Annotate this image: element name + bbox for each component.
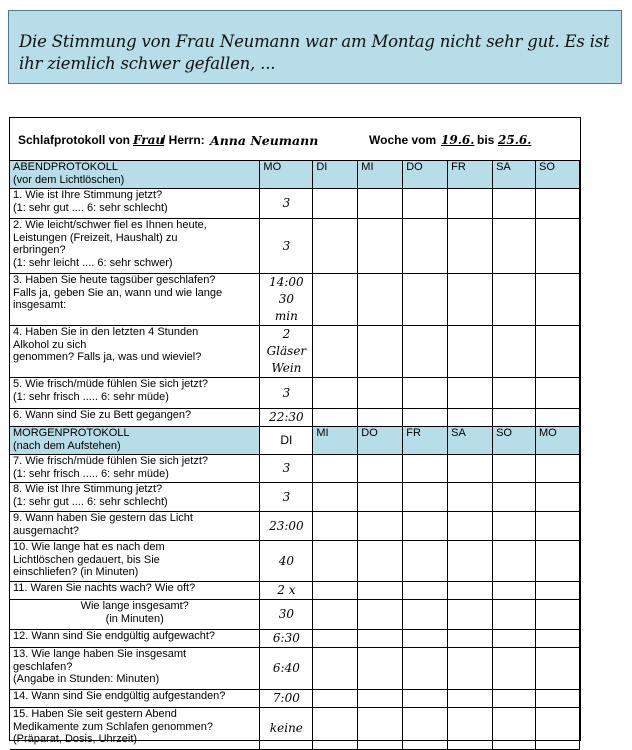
morning-question-row bbox=[10, 582, 580, 600]
question-line: Falls ja, geben Sie an, wann und wie lange bbox=[13, 286, 223, 299]
morning-empty-cell[interactable] bbox=[448, 690, 493, 708]
question-line: 10. Wie lange hat es nach dem bbox=[13, 541, 165, 553]
morning-day-do: DO bbox=[358, 427, 403, 455]
question-line: Lichtlöschen gedauert, bis Sie bbox=[13, 553, 160, 566]
morning-empty-cell[interactable] bbox=[493, 483, 536, 512]
evening-answer-cell[interactable] bbox=[260, 219, 313, 274]
answer-value: 3 bbox=[282, 196, 291, 210]
question-line: einschliefen? (in Minuten) bbox=[13, 566, 139, 578]
morning-empty-cell[interactable] bbox=[358, 582, 403, 600]
answer-value: 22:30 bbox=[269, 410, 304, 424]
morning-empty-cell[interactable] bbox=[536, 708, 580, 750]
morning-question bbox=[10, 690, 260, 708]
answer-value: 3 bbox=[282, 238, 291, 253]
morning-empty-cell[interactable] bbox=[313, 582, 358, 600]
evening-empty-cell[interactable] bbox=[448, 274, 493, 326]
header-frau: Frau bbox=[133, 133, 165, 147]
protocol-header bbox=[10, 118, 580, 161]
comment-line-2: ihr ziemlich schwer gefallen, ... bbox=[19, 54, 276, 73]
evening-question-row bbox=[10, 219, 580, 274]
week-label: Woche vom bbox=[369, 133, 437, 147]
patient-name: Anna Neumann bbox=[210, 133, 319, 148]
morning-question-row bbox=[10, 512, 580, 541]
evening-question-row bbox=[10, 326, 580, 378]
question-line: 4. Haben Sie in den letzten 4 Stunden bbox=[13, 326, 199, 338]
morning-empty-cell[interactable] bbox=[493, 648, 536, 690]
morning-day-sa: SA bbox=[448, 427, 493, 455]
question-line: 13. Wie lange haben Sie insgesamt bbox=[13, 648, 187, 660]
morning-empty-cell[interactable] bbox=[403, 708, 448, 750]
evening-empty-cell[interactable] bbox=[536, 326, 580, 378]
evening-answer-cell[interactable] bbox=[260, 274, 313, 326]
morning-question-row bbox=[10, 455, 580, 483]
morning-empty-cell[interactable] bbox=[536, 582, 580, 600]
morning-answer-cell[interactable] bbox=[260, 648, 313, 690]
evening-day-di: DI bbox=[313, 161, 358, 189]
evening-empty-cell[interactable] bbox=[493, 326, 536, 378]
morning-question bbox=[10, 708, 260, 750]
morning-question bbox=[10, 582, 260, 600]
question-line: genommen? Falls ja, was und wieviel? bbox=[13, 351, 202, 363]
morning-empty-cell[interactable] bbox=[536, 648, 580, 690]
evening-empty-cell[interactable] bbox=[536, 378, 580, 409]
evening-empty-cell[interactable] bbox=[403, 219, 448, 274]
question-line: Wie lange insgesamt? bbox=[80, 600, 189, 612]
morning-answer-cell[interactable] bbox=[260, 690, 313, 708]
question-line: (in Minuten) bbox=[105, 612, 164, 625]
evening-title-line: ABENDPROTOKOLL bbox=[13, 161, 118, 173]
morning-empty-cell[interactable] bbox=[448, 648, 493, 690]
week-to: 25.6. bbox=[498, 133, 532, 147]
evening-question-row bbox=[10, 189, 580, 219]
answer-value: 6:30 bbox=[272, 631, 300, 645]
evening-empty-cell[interactable] bbox=[448, 189, 493, 219]
comment-box bbox=[8, 10, 622, 84]
answer-value: 2 x bbox=[277, 583, 296, 597]
question-line: (Präparat, Dosis, Uhrzeit) bbox=[13, 733, 138, 745]
evening-question-row bbox=[10, 378, 580, 409]
question-line: 3. Haben Sie heute tagsüber geschlafen? bbox=[13, 274, 216, 286]
morning-empty-cell[interactable] bbox=[448, 455, 493, 483]
evening-question bbox=[10, 326, 260, 378]
morning-empty-cell[interactable] bbox=[313, 690, 358, 708]
morning-question bbox=[10, 512, 260, 541]
morning-empty-cell[interactable] bbox=[536, 512, 580, 541]
morning-empty-cell[interactable] bbox=[448, 541, 493, 582]
morning-day-so: SO bbox=[493, 427, 536, 455]
evening-empty-cell[interactable] bbox=[493, 219, 536, 274]
answer-value: Gläser bbox=[266, 344, 307, 358]
morning-empty-cell[interactable] bbox=[536, 690, 580, 708]
evening-day-so: SO bbox=[536, 161, 580, 189]
morning-empty-cell[interactable] bbox=[493, 512, 536, 541]
evening-subtitle-line: (vor dem Lichtlöschen) bbox=[13, 173, 125, 186]
morning-empty-cell[interactable] bbox=[493, 630, 536, 648]
question-line: 9. Wann haben Sie gestern das Licht bbox=[13, 512, 193, 524]
week-bis: bis bbox=[477, 133, 495, 147]
evening-title bbox=[10, 161, 260, 189]
answer-value: keine bbox=[269, 721, 303, 735]
morning-empty-cell[interactable] bbox=[536, 455, 580, 483]
question-line: 1. Wie ist Ihre Stimmung jetzt? bbox=[13, 189, 163, 201]
morning-empty-cell[interactable] bbox=[448, 582, 493, 600]
evening-empty-cell[interactable] bbox=[493, 409, 536, 427]
evening-empty-cell[interactable] bbox=[358, 274, 403, 326]
morning-question bbox=[10, 630, 260, 648]
evening-empty-cell[interactable] bbox=[536, 274, 580, 326]
morning-header-row bbox=[10, 427, 580, 455]
morning-subtitle-line: (nach dem Aufstehen) bbox=[13, 439, 121, 452]
evening-empty-cell[interactable] bbox=[493, 274, 536, 326]
evening-empty-cell[interactable] bbox=[313, 326, 358, 378]
morning-question-row bbox=[10, 648, 580, 690]
answer-value: 2 bbox=[282, 327, 291, 341]
morning-answer-cell[interactable] bbox=[260, 630, 313, 648]
morning-empty-cell[interactable] bbox=[403, 483, 448, 512]
evening-empty-cell[interactable] bbox=[313, 219, 358, 274]
morning-empty-cell[interactable] bbox=[448, 483, 493, 512]
morning-question bbox=[10, 648, 260, 690]
answer-value: 3 bbox=[282, 461, 291, 475]
morning-empty-cell[interactable] bbox=[493, 600, 536, 630]
morning-empty-cell[interactable] bbox=[358, 648, 403, 690]
question-line: (1: sehr frisch ..... 6: sehr müde) bbox=[13, 467, 169, 480]
answer-value: 14:00 bbox=[269, 275, 304, 289]
sleep-protocol-sheet bbox=[9, 117, 581, 745]
evening-empty-cell[interactable] bbox=[403, 274, 448, 326]
morning-empty-cell[interactable] bbox=[358, 541, 403, 582]
question-line: 5. Wie frisch/müde fühlen Sie sich jetzt? bbox=[13, 378, 209, 390]
morning-empty-cell[interactable] bbox=[536, 541, 580, 582]
morning-empty-cell[interactable] bbox=[358, 483, 403, 512]
evening-empty-cell[interactable] bbox=[493, 378, 536, 409]
answer-value: Wein bbox=[271, 361, 302, 375]
answer-value: 7:00 bbox=[272, 691, 300, 705]
evening-empty-cell[interactable] bbox=[358, 219, 403, 274]
morning-empty-cell[interactable] bbox=[493, 455, 536, 483]
evening-question bbox=[10, 219, 260, 274]
morning-answer-cell[interactable] bbox=[260, 455, 313, 483]
evening-empty-cell[interactable] bbox=[448, 326, 493, 378]
evening-empty-cell[interactable] bbox=[358, 378, 403, 409]
morning-title bbox=[10, 427, 260, 455]
morning-empty-cell[interactable] bbox=[536, 630, 580, 648]
morning-empty-cell[interactable] bbox=[448, 600, 493, 630]
answer-value: 6:40 bbox=[272, 661, 300, 675]
morning-empty-cell[interactable] bbox=[536, 600, 580, 630]
evening-empty-cell[interactable] bbox=[403, 326, 448, 378]
question-line: insgesamt: bbox=[13, 299, 67, 311]
header-herrn: / Herrn: bbox=[162, 133, 205, 147]
evening-question bbox=[10, 409, 260, 427]
morning-answer-cell[interactable] bbox=[260, 582, 313, 600]
evening-empty-cell[interactable] bbox=[536, 219, 580, 274]
morning-empty-cell[interactable] bbox=[448, 708, 493, 750]
question-line: Alkohol zu sich bbox=[13, 338, 87, 351]
morning-empty-cell[interactable] bbox=[493, 708, 536, 750]
morning-title-line: MORGENPROTOKOLL bbox=[13, 427, 130, 439]
morning-answer-cell[interactable] bbox=[260, 708, 313, 750]
morning-empty-cell[interactable] bbox=[448, 630, 493, 648]
evening-header-row bbox=[10, 161, 580, 189]
answer-value: min bbox=[274, 309, 298, 323]
question-line: (1: sehr leicht .... 6: sehr schwer) bbox=[13, 256, 173, 269]
morning-answer-cell[interactable] bbox=[260, 541, 313, 582]
question-line: (1: sehr gut .... 6: sehr schlecht) bbox=[13, 201, 168, 214]
morning-empty-cell[interactable] bbox=[403, 648, 448, 690]
morning-question bbox=[10, 455, 260, 483]
question-line: (Angabe in Stunden: Minuten) bbox=[13, 673, 160, 685]
morning-answer-cell[interactable] bbox=[260, 483, 313, 512]
morning-empty-cell[interactable] bbox=[313, 512, 358, 541]
morning-empty-cell[interactable] bbox=[358, 600, 403, 630]
morning-answer-cell[interactable] bbox=[260, 600, 313, 630]
evening-answer-cell[interactable] bbox=[260, 326, 313, 378]
evening-empty-cell[interactable] bbox=[313, 189, 358, 219]
morning-day-mo: MO bbox=[536, 427, 580, 455]
question-line: (1: sehr gut .... 6: sehr schlecht) bbox=[13, 495, 168, 508]
morning-question-row bbox=[10, 708, 580, 750]
morning-empty-cell[interactable] bbox=[358, 708, 403, 750]
question-line: 8. Wie ist Ihre Stimmung jetzt? bbox=[13, 483, 163, 495]
question-line: erbringen? bbox=[13, 244, 66, 256]
morning-empty-cell[interactable] bbox=[358, 512, 403, 541]
evening-empty-cell[interactable] bbox=[448, 219, 493, 274]
morning-empty-cell[interactable] bbox=[313, 541, 358, 582]
comment-line-1: Die Stimmung von Frau Neumann war am Montag nicht sehr gut. Es ist bbox=[19, 32, 610, 51]
answer-value: 30 bbox=[278, 607, 295, 621]
morning-day-mi: MI bbox=[313, 427, 358, 455]
evening-answer-cell[interactable] bbox=[260, 189, 313, 219]
evening-empty-cell[interactable] bbox=[536, 189, 580, 219]
question-line: 12. Wann sind Sie endgültig aufgewacht? bbox=[13, 630, 216, 642]
evening-day-mi: MI bbox=[358, 161, 403, 189]
evening-day-mo: MO bbox=[260, 161, 313, 189]
evening-empty-cell[interactable] bbox=[313, 409, 358, 427]
evening-question-row bbox=[10, 409, 580, 427]
answer-value: 23:00 bbox=[269, 518, 304, 533]
question-line: 2. Wie leicht/schwer fiel es Ihnen heute, bbox=[13, 219, 207, 231]
morning-empty-cell[interactable] bbox=[313, 708, 358, 750]
question-line: 6. Wann sind Sie zu Bett gegangen? bbox=[13, 409, 192, 421]
evening-empty-cell[interactable] bbox=[448, 409, 493, 427]
morning-empty-cell[interactable] bbox=[313, 600, 358, 630]
morning-empty-cell[interactable] bbox=[403, 690, 448, 708]
evening-empty-cell[interactable] bbox=[358, 326, 403, 378]
evening-empty-cell[interactable] bbox=[313, 378, 358, 409]
morning-empty-cell[interactable] bbox=[493, 582, 536, 600]
morning-day-di: DI bbox=[260, 427, 313, 455]
answer-value: 3 bbox=[282, 489, 291, 504]
morning-empty-cell[interactable] bbox=[403, 630, 448, 648]
evening-day-do: DO bbox=[403, 161, 448, 189]
morning-empty-cell[interactable] bbox=[403, 600, 448, 630]
answer-value: 3 bbox=[282, 385, 291, 400]
evening-empty-cell[interactable] bbox=[358, 409, 403, 427]
morning-question-row bbox=[10, 630, 580, 648]
evening-question bbox=[10, 378, 260, 409]
question-line: 14. Wann sind Sie endgültig aufgestanden? bbox=[13, 690, 226, 702]
question-line: 11. Waren Sie nachts wach? Wie oft? bbox=[13, 582, 196, 594]
morning-empty-cell[interactable] bbox=[358, 690, 403, 708]
morning-empty-cell[interactable] bbox=[536, 483, 580, 512]
header-prefix: Schlafprotokoll von bbox=[18, 133, 131, 147]
morning-empty-cell[interactable] bbox=[313, 630, 358, 648]
morning-question-row bbox=[10, 541, 580, 582]
morning-question bbox=[10, 541, 260, 582]
answer-value: 40 bbox=[278, 553, 295, 568]
morning-empty-cell[interactable] bbox=[493, 690, 536, 708]
morning-empty-cell[interactable] bbox=[313, 648, 358, 690]
morning-empty-cell[interactable] bbox=[403, 512, 448, 541]
morning-empty-cell[interactable] bbox=[358, 455, 403, 483]
question-line: ausgemacht? bbox=[13, 524, 80, 537]
morning-answer-cell[interactable] bbox=[260, 512, 313, 541]
morning-empty-cell[interactable] bbox=[313, 483, 358, 512]
morning-empty-cell[interactable] bbox=[403, 455, 448, 483]
evening-empty-cell[interactable] bbox=[493, 189, 536, 219]
question-line: 7. Wie frisch/müde fühlen Sie sich jetzt? bbox=[13, 455, 209, 467]
evening-empty-cell[interactable] bbox=[403, 409, 448, 427]
morning-question bbox=[10, 483, 260, 512]
morning-empty-cell[interactable] bbox=[403, 582, 448, 600]
protocol-table bbox=[10, 160, 580, 750]
answer-value: 30 bbox=[278, 292, 295, 306]
question-line: 15. Haben Sie seit gestern Abend bbox=[13, 708, 177, 720]
week-from: 19.6. bbox=[441, 133, 475, 147]
evening-answer-cell[interactable] bbox=[260, 409, 313, 427]
question-line: (1: sehr frisch ..... 6: sehr müde) bbox=[13, 390, 169, 403]
morning-question-row bbox=[10, 690, 580, 708]
evening-empty-cell[interactable] bbox=[448, 378, 493, 409]
evening-empty-cell[interactable] bbox=[358, 189, 403, 219]
evening-question-row bbox=[10, 274, 580, 326]
evening-question bbox=[10, 274, 260, 326]
morning-empty-cell[interactable] bbox=[403, 541, 448, 582]
evening-empty-cell[interactable] bbox=[403, 378, 448, 409]
morning-empty-cell[interactable] bbox=[448, 512, 493, 541]
question-line: geschlafen? bbox=[13, 660, 73, 673]
morning-question-row bbox=[10, 483, 580, 512]
comment-text bbox=[19, 31, 613, 75]
morning-empty-cell[interactable] bbox=[313, 455, 358, 483]
morning-question bbox=[10, 600, 260, 630]
evening-empty-cell[interactable] bbox=[313, 274, 358, 326]
morning-question-row bbox=[10, 600, 580, 630]
morning-empty-cell[interactable] bbox=[358, 630, 403, 648]
evening-empty-cell[interactable] bbox=[536, 409, 580, 427]
question-line: Leistungen (Freizeit, Haushalt) zu bbox=[13, 231, 178, 244]
evening-question bbox=[10, 189, 260, 219]
evening-answer-cell[interactable] bbox=[260, 378, 313, 409]
evening-day-fr: FR bbox=[448, 161, 493, 189]
question-line: Medikamente zum Schlafen genommen? bbox=[13, 720, 213, 733]
evening-empty-cell[interactable] bbox=[403, 189, 448, 219]
evening-day-sa: SA bbox=[493, 161, 536, 189]
morning-day-fr: FR bbox=[403, 427, 448, 455]
morning-empty-cell[interactable] bbox=[493, 541, 536, 582]
